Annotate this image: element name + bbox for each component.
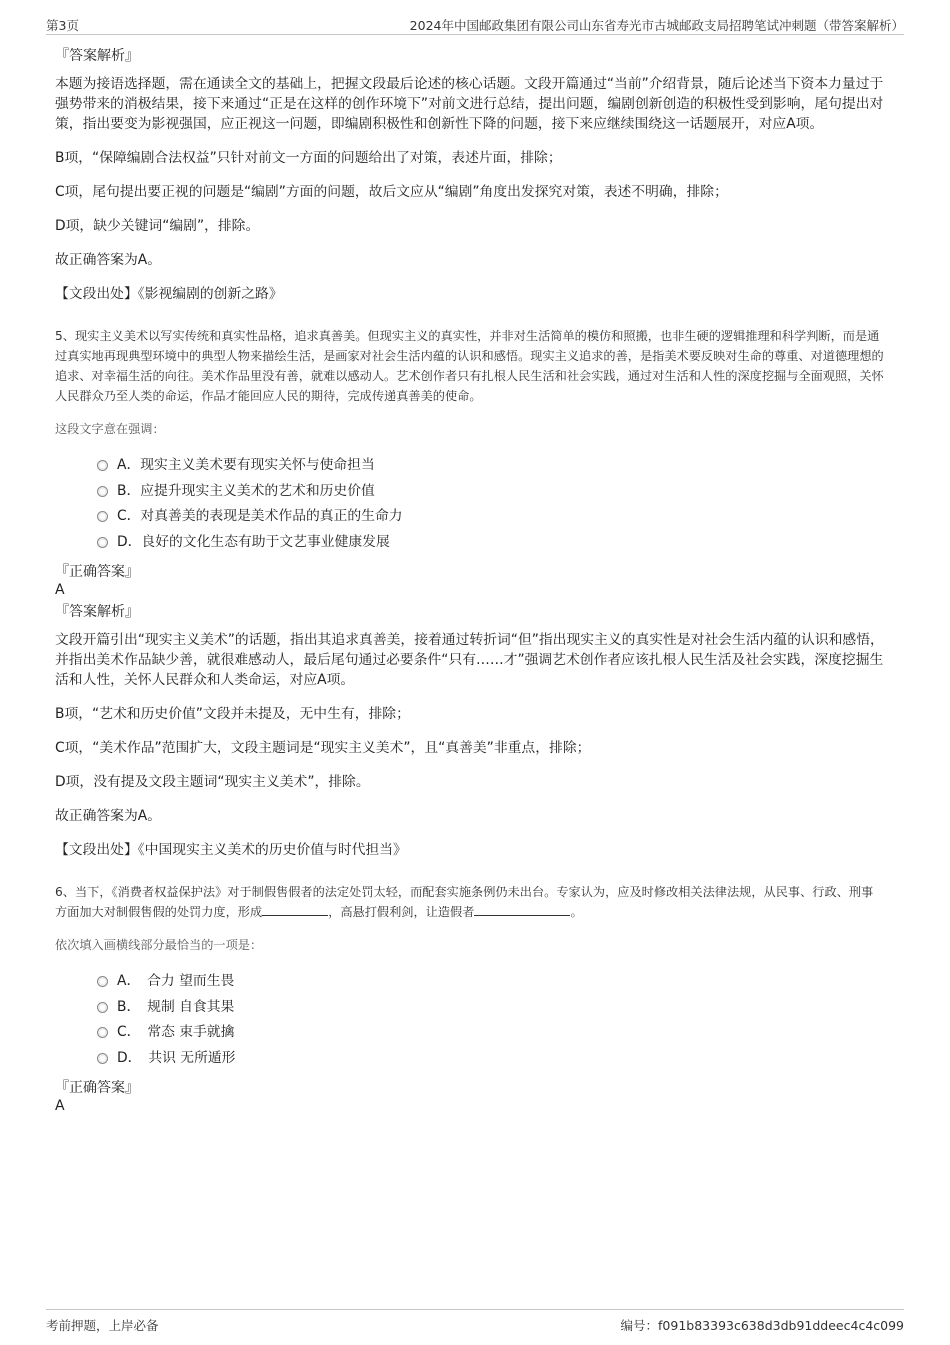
footer-slogan: 考前押题，上岸必备: [46, 1318, 159, 1333]
analysis-paragraph: D项，没有提及文段主题词“现实主义美术”，排除。: [55, 774, 370, 790]
radio-icon[interactable]: [97, 486, 108, 497]
option-label: B． 规制 自食其果: [117, 998, 235, 1015]
page-number: 第3页: [46, 18, 79, 33]
option-label: C． 常态 束手就擒: [117, 1024, 235, 1040]
fill-blank-1: [262, 902, 328, 916]
correct-answer: A: [55, 582, 65, 598]
analysis-paragraph: C项，“美术作品”范围扩大，文段主题词是“现实主义美术”，且“真善美”非重点，排除；: [55, 740, 591, 756]
question-6-prompt: 依次填入画横线部分最恰当的一项是：: [55, 938, 263, 952]
question-6-part1: 6、当下，《消费者权益保护法》对于制假售假者的法定处罚太轻，而配套实施条例仍未出台。专家认为，应及时修改相关法律法规，从民事、行政、刑事方面加大对制假售假的处罚力度，形成: [55, 885, 874, 919]
radio-icon[interactable]: [97, 460, 108, 471]
radio-icon[interactable]: [97, 976, 108, 987]
question-6-part3: 。: [570, 905, 583, 919]
option-d[interactable]: [97, 530, 885, 556]
analysis-paragraph: B项，“保障编剧合法权益”只针对前文一方面的问题给出了对策，表述片面，排除；: [55, 150, 562, 166]
analysis-paragraph: B项，“艺术和历史价值”文段并未提及，无中生有，排除；: [55, 706, 410, 722]
document-body: [55, 46, 885, 1118]
option-a[interactable]: [97, 453, 885, 479]
question-6-options: [97, 969, 885, 1071]
correct-answer-label: 『正确答案』: [55, 564, 139, 580]
option-b[interactable]: [97, 995, 885, 1021]
option-label: D．良好的文化生态有助于文艺事业健康发展: [117, 533, 390, 550]
option-label: C．对真善美的表现是美术作品的真正的生命力: [117, 508, 403, 524]
document-id: 编号：f091b83393c638d3db91ddeec4c4c099: [620, 1318, 904, 1333]
source-citation: 【文段出处】《影视编剧的创新之路》: [55, 286, 283, 302]
fill-blank-2: [474, 902, 570, 916]
option-b[interactable]: [97, 479, 885, 505]
option-label: D． 共识 无所遁形: [117, 1049, 236, 1066]
option-label: A．现实主义美术要有现实关怀与使命担当: [117, 457, 375, 473]
source-citation: 【文段出处】《中国现实主义美术的历史价值与时代担当》: [55, 842, 407, 858]
question-5-prompt: 这段文字意在强调：: [55, 422, 165, 436]
analysis-paragraph: D项，缺少关键词“编剧”，排除。: [55, 218, 260, 234]
question-6-part2: ，高悬打假利剑，让造假者: [328, 905, 475, 919]
document-title: 2024年中国邮政集团有限公司山东省寿光市古城邮政支局招聘笔试冲刺题（带答案解析）: [409, 18, 904, 33]
option-label: A． 合力 望而生畏: [117, 973, 235, 989]
page-footer: [46, 1309, 904, 1332]
radio-icon[interactable]: [97, 511, 108, 522]
question-5-text: 5、现实主义美术以写实传统和真实性品格，追求真善美。但现实主义的真实性，并非对生活简单的模仿和照搬，也非生硬的逻辑推理和科学判断，而是通过真实地再现典型环境中的典型人物来描绘生活，是画家对社会生活内蕴的认识和感悟。现实主义追求的善，是指美术要反映对生命的尊重、对道德理想的追求、对幸福生活的向往。美术作品里没有善，就难以感动人。艺术创作者只有扎根人民生活和社会实践，通过对生活和人性的深度挖掘与全面观照，关怀人民群众乃至人类的命运，作品才能回应人民的期待，完成传递真善美的使命。: [55, 329, 884, 403]
correct-answer: A: [55, 1098, 65, 1114]
analysis-paragraph: 文段开篇引出“现实主义美术”的话题，指出其追求真善美，接着通过转折词“但”指出现实主义的真实性是对社会生活内蕴的认识和感悟，并指出美术作品缺少善，就很难感动人，最后尾句通过必要条件“只有……才”强调艺术创作者应该扎根人民生活及社会实践，深度挖掘生活和人性，关怀人民群众和人类命运，对应A项。: [55, 632, 884, 688]
analysis-paragraph: C项，尾句提出要正视的问题是“编剧”方面的问题，故后文应从“编剧”角度出发探究对策，表述不明确，排除；: [55, 184, 728, 200]
q4-analysis: [55, 46, 885, 304]
option-c[interactable]: [97, 504, 885, 530]
question-5-options: [97, 453, 885, 555]
radio-icon[interactable]: [97, 1027, 108, 1038]
option-d[interactable]: [97, 1046, 885, 1072]
analysis-paragraph: 本题为接语选择题，需在通读全文的基础上，把握文段最后论述的核心话题。文段开篇通过“当前”介绍背景，随后论述当下资本力量过于强势带来的消极结果，接下来通过“正是在这样的创作环境下”对前文进行总结，提出问题，编剧创新创造的积极性受到影响，尾句提出对策，指出要变为影视强国，应正视这一问题，即编剧积极性和创新性下降的问题，接下来应继续围绕这一话题展开，对应A项。: [55, 76, 884, 132]
analysis-conclusion: 故正确答案为A。: [55, 252, 162, 268]
radio-icon[interactable]: [97, 1053, 108, 1064]
page-header: [46, 14, 904, 35]
option-label: B．应提升现实主义美术的艺术和历史价值: [117, 482, 375, 499]
analysis-conclusion: 故正确答案为A。: [55, 808, 162, 824]
analysis-label: 『答案解析』: [55, 48, 139, 64]
radio-icon[interactable]: [97, 537, 108, 548]
question-6-text: [55, 882, 885, 922]
option-c[interactable]: [97, 1020, 885, 1046]
option-a[interactable]: [97, 969, 885, 995]
radio-icon[interactable]: [97, 1002, 108, 1013]
q5-analysis: [55, 602, 885, 860]
analysis-label: 『答案解析』: [55, 604, 139, 620]
correct-answer-label: 『正确答案』: [55, 1080, 139, 1096]
